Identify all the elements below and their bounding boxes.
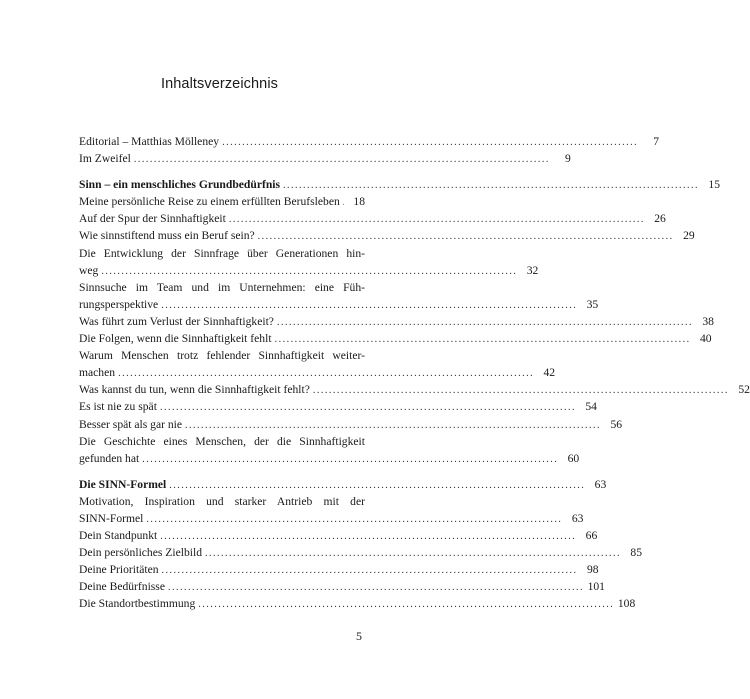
toc-entry-title: Deine Bedürfnisse bbox=[79, 580, 165, 594]
toc-entry[interactable]: Deine Bedürfnisse ........................................................................................................ 101 bbox=[79, 578, 365, 595]
toc-chapter-heading[interactable]: Sinn – ein menschliches Grundbedürfnis ........................................................................................................ 15 bbox=[79, 176, 365, 193]
toc-entry-page: 32 bbox=[526, 263, 539, 277]
toc-chapter-heading[interactable]: Die SINN-Formel ........................................................................................................ 63 bbox=[79, 476, 365, 493]
toc-entry-page: 60 bbox=[567, 451, 580, 465]
toc-entry-page: 40 bbox=[699, 332, 712, 346]
toc-heading: Inhaltsverzeichnis bbox=[160, 76, 279, 92]
toc-entry-title: Besser spät als gar nie bbox=[79, 417, 183, 431]
toc-entry-title: weg bbox=[79, 263, 99, 277]
toc-entry[interactable]: Auf der Spur der Sinnhaftigkeit ........................................................................................................ 26 bbox=[79, 210, 365, 227]
toc-entry-page: 18 bbox=[353, 195, 365, 209]
toc-entry-title: Sinn – ein menschliches Grundbedürfnis bbox=[79, 178, 281, 192]
toc-entry[interactable]: Die Standortbestimmung ........................................................................................................ 108 bbox=[79, 595, 365, 612]
toc-entry-title: Was kannst du tun, wenn die Sinnhaftigkeit fehlt? bbox=[79, 383, 310, 397]
toc-entry-page: 7 bbox=[653, 135, 660, 148]
toc-entry[interactable]: Es ist nie zu spät ........................................................................................................ 54 bbox=[79, 398, 365, 415]
toc-entry-title: Es ist nie zu spät bbox=[79, 400, 157, 414]
toc-entry-page: 63 bbox=[594, 477, 607, 491]
toc-entry-title: Die SINN-Formel bbox=[79, 477, 167, 491]
toc-entry[interactable]: weg ........................................................................................................ 32 bbox=[79, 262, 365, 279]
toc-entry-title: Die Standortbestimmung bbox=[79, 597, 196, 611]
toc-entry-title: Dein Standpunkt bbox=[79, 529, 158, 543]
toc-entry-first-line[interactable]: Sinnsuche im Team und im Unternehmen: eine Füh- bbox=[79, 280, 365, 294]
toc-entry-page: 26 bbox=[654, 212, 666, 226]
toc-entry-page: 54 bbox=[585, 400, 597, 414]
toc-entry[interactable]: gefunden hat ........................................................................................................ 60 bbox=[79, 450, 365, 467]
toc-entry[interactable]: Im Zweifel ........................................................................................................ 9 bbox=[79, 150, 365, 167]
toc-entry-page: 101 bbox=[587, 580, 605, 594]
toc-entry-first-line[interactable]: Motivation, Inspiration und starker Antrieb mit der bbox=[79, 494, 365, 508]
toc-entry-first-line[interactable]: Die Entwicklung der Sinnfrage über Generationen hin- bbox=[79, 246, 365, 260]
toc-entry[interactable]: rungsperspektive ........................................................................................................ 35 bbox=[79, 296, 365, 313]
table-of-contents bbox=[79, 133, 750, 613]
toc-entry-title: gefunden hat bbox=[79, 451, 140, 465]
toc-entry-title: machen bbox=[79, 366, 116, 380]
toc-entry-page: 29 bbox=[683, 229, 695, 243]
toc-entry-first-line[interactable]: Warum Menschen trotz fehlender Sinnhaftigkeit weiter- bbox=[79, 349, 365, 363]
toc-entry[interactable]: SINN-Formel ........................................................................................................ 63 bbox=[79, 510, 365, 527]
toc-entry-title: Auf der Spur der Sinnhaftigkeit bbox=[79, 212, 226, 226]
toc-entry-page: 108 bbox=[617, 597, 636, 611]
toc-entry-title: Was führt zum Verlust der Sinnhaftigkeit? bbox=[79, 314, 274, 328]
toc-entry-page: 63 bbox=[571, 511, 584, 525]
toc-entry-page: 15 bbox=[708, 178, 721, 192]
toc-entry-page: 85 bbox=[630, 546, 642, 560]
toc-entry[interactable]: Die Folgen, wenn die Sinnhaftigkeit fehlt ........................................................................................................ 40 bbox=[79, 330, 365, 347]
toc-entry-page: 42 bbox=[543, 366, 556, 380]
toc-entry[interactable]: Deine Prioritäten ........................................................................................................ 98 bbox=[79, 561, 365, 578]
toc-entry-title: Editorial – Matthias Mölleney bbox=[79, 135, 220, 148]
toc-entry[interactable] bbox=[79, 193, 365, 210]
toc-entry-page: 9 bbox=[565, 152, 571, 166]
toc-entry[interactable]: Besser spät als gar nie ........................................................................................................ 56 bbox=[79, 416, 365, 433]
toc-entry-first-line[interactable]: Die Geschichte eines Menschen, der die Sinnhaftigkeit bbox=[79, 434, 365, 448]
toc-entry-page: 35 bbox=[586, 297, 599, 311]
toc-entry-title: Dein persönliches Zielbild bbox=[79, 546, 202, 560]
toc-entry-title: rungsperspektive bbox=[79, 297, 159, 311]
toc-entry-title: Die Folgen, wenn die Sinnhaftigkeit fehlt bbox=[79, 332, 272, 346]
toc-entry-title: Deine Prioritäten bbox=[79, 563, 159, 577]
toc-entry[interactable]: Editorial – Matthias Mölleney ........................................................................................................ 7 bbox=[79, 133, 365, 150]
toc-entry-title: Im Zweifel bbox=[79, 152, 131, 166]
toc-entry-page: 98 bbox=[586, 563, 599, 577]
toc-entry-page: 38 bbox=[702, 314, 714, 328]
page-number: 5 bbox=[356, 629, 362, 643]
toc-entry[interactable]: Was führt zum Verlust der Sinnhaftigkeit? ........................................................................................................ 38 bbox=[79, 313, 365, 330]
toc-entry[interactable]: Dein persönliches Zielbild ........................................................................................................ 85 bbox=[79, 544, 365, 561]
toc-entry-title: Wie sinnstiftend muss ein Beruf sein? bbox=[79, 229, 255, 243]
toc-entry[interactable]: Dein Standpunkt ........................................................................................................ 66 bbox=[79, 527, 365, 544]
toc-entry-page: 56 bbox=[610, 417, 623, 431]
toc-entry[interactable]: Was kannst du tun, wenn die Sinnhaftigkeit fehlt? ........................................................................................................ 52 bbox=[79, 381, 365, 398]
toc-entry-title: Meine persönliche Reise zu einem erfüllten Berufsleben bbox=[79, 195, 340, 209]
toc-entry-page: 66 bbox=[585, 529, 598, 543]
toc-entry-page: 52 bbox=[738, 383, 750, 397]
toc-entry-title: SINN-Formel bbox=[79, 511, 144, 525]
toc-entry[interactable]: Wie sinnstiftend muss ein Beruf sein? ........................................................................................................ 29 bbox=[79, 227, 365, 244]
toc-entry[interactable]: machen ........................................................................................................ 42 bbox=[79, 364, 365, 381]
